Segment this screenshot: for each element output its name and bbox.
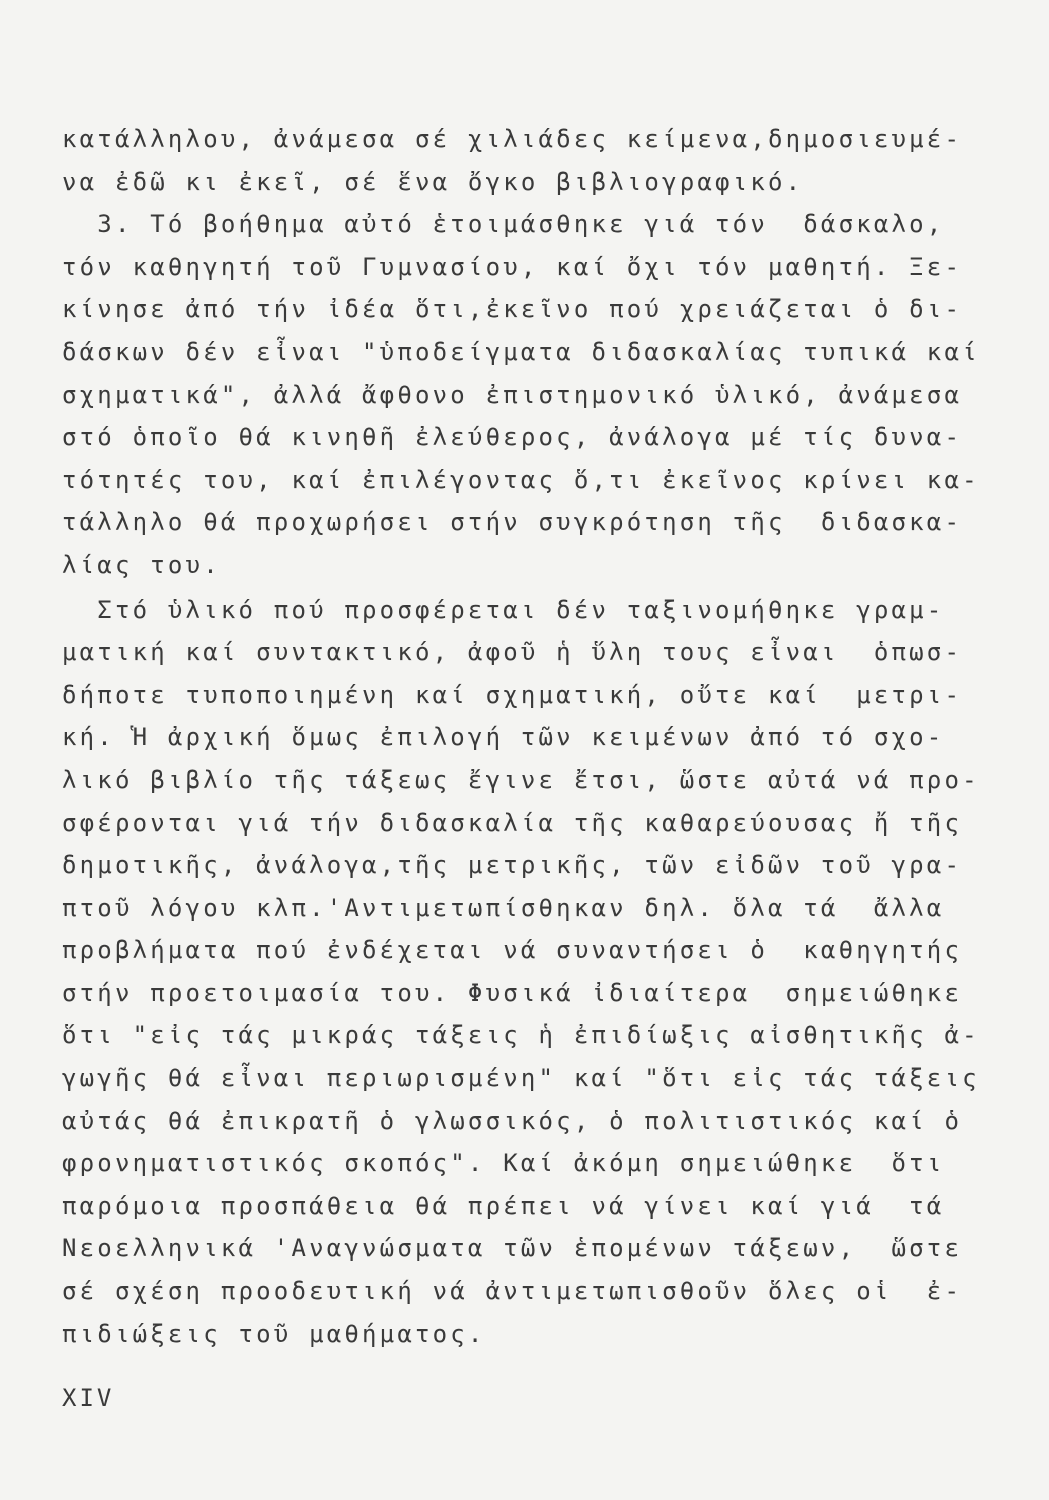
text-line: κή. Ἡ ἀρχική ὅμως ἐπιλογή τῶν κειμένων ἀπό τό σχο- (62, 723, 945, 752)
text-line: σχηματικά", ἀλλά ἄφθονο ἐπιστημονικό ὑλικό, ἀνάμεσα (62, 380, 963, 409)
text-line: πιδιώξεις τοῦ μαθήματος. (62, 1319, 486, 1348)
text-line: στό ὁποῖο θά κινηθῆ ἐλεύθερος, ἀνάλογα μέ τίς δυνα- (62, 423, 963, 452)
text-line: πτοῦ λόγου κλπ.'Αντιμετωπίσθηκαν δηλ. ὅλα τά ἄλλα (62, 893, 945, 922)
text-line: δημοτικῆς, ἀνάλογα,τῆς μετρικῆς, τῶν εἰδῶν τοῦ γρα- (62, 851, 963, 880)
text-line: δάσκων δέν εἶναι "ὑποδείγματα διδασκαλίας τυπικά καί (62, 337, 980, 366)
text-line: αὐτάς θά ἐπικρατῆ ὁ γλωσσικός, ὁ πολιτιστικός καί ὁ (62, 1106, 963, 1135)
text-line: γωγῆς θά εἶναι περιωρισμένη" καί "ὅτι εἰς τάς τάξεις (62, 1064, 980, 1093)
text-line: στήν προετοιμασία του. Φυσικά ἰδιαίτερα σημειώθηκε (62, 978, 963, 1007)
text-line: σφέρονται γιά τήν διδασκαλία τῆς καθαρεύουσας ἤ τῆς (62, 808, 963, 837)
text-line: 3. Τό βοήθημα αὐτό ἑτοιμάσθηκε γιά τόν δάσκαλο, (62, 210, 945, 239)
text-line: Στό ὑλικό πού προσφέρεται δέν ταξινομήθηκε γραμ- (62, 595, 945, 624)
text-line: παρόμοια προσπάθεια θά πρέπει νά γίνει καί γιά τά (62, 1191, 945, 1220)
text-line: τόν καθηγητή τοῦ Γυμνασίου, καί ὄχι τόν μαθητή. Ξε- (62, 252, 963, 281)
text-line: ὅτι "εἰς τάς μικράς τάξεις ἡ ἐπιδίωξις αἰσθητικῆς ἀ- (62, 1021, 980, 1050)
page-number: XIV (62, 1384, 115, 1412)
text-line: τάλληλο θά προχωρήσει στήν συγκρότηση τῆς διδασκα- (62, 508, 963, 537)
text-line: ματική καί συντακτικό, ἀφοῦ ἡ ὕλη τους εἶναι ὁπωσ- (62, 638, 963, 667)
text-line: τότητές του, καί ἐπιλέγοντας ὅ,τι ἐκεῖνος κρίνει κα- (62, 465, 980, 494)
text-line: κίνησε ἀπό τήν ἰδέα ὅτι,ἐκεῖνο πού χρειάζεται ὁ δι- (62, 295, 963, 324)
body-text (62, 118, 980, 1355)
text-line: κατάλληλου, ἀνάμεσα σέ χιλιάδες κείμενα,δημοσιευμέ- (62, 125, 963, 153)
text-line: σέ σχέση προοδευτική νά ἀντιμετωπισθοῦν ὅλες οἱ ἐ- (62, 1277, 963, 1306)
text-line: προβλήματα πού ἐνδέχεται νά συναντήσει ὁ καθηγητής (62, 936, 963, 965)
text-line: λικό βιβλίο τῆς τάξεως ἔγινε ἔτσι, ὥστε αὐτά νά προ- (62, 765, 980, 794)
text-line: φρονηματιστικός σκοπός". Καί ἀκόμη σημειώθηκε ὅτι (62, 1149, 945, 1178)
text-line: Νεοελληνικά 'Αναγνώσματα τῶν ἑπομένων τάξεων, ὥστε (62, 1234, 963, 1263)
text-line: δήποτε τυποποιημένη καί σχηματική, οὔτε καί μετρι- (62, 680, 963, 709)
text-line: να ἐδῶ κι ἐκεῖ, σέ ἕνα ὄγκο βιβλιογραφικό. (62, 167, 804, 196)
text-line: λίας του. (62, 550, 221, 579)
